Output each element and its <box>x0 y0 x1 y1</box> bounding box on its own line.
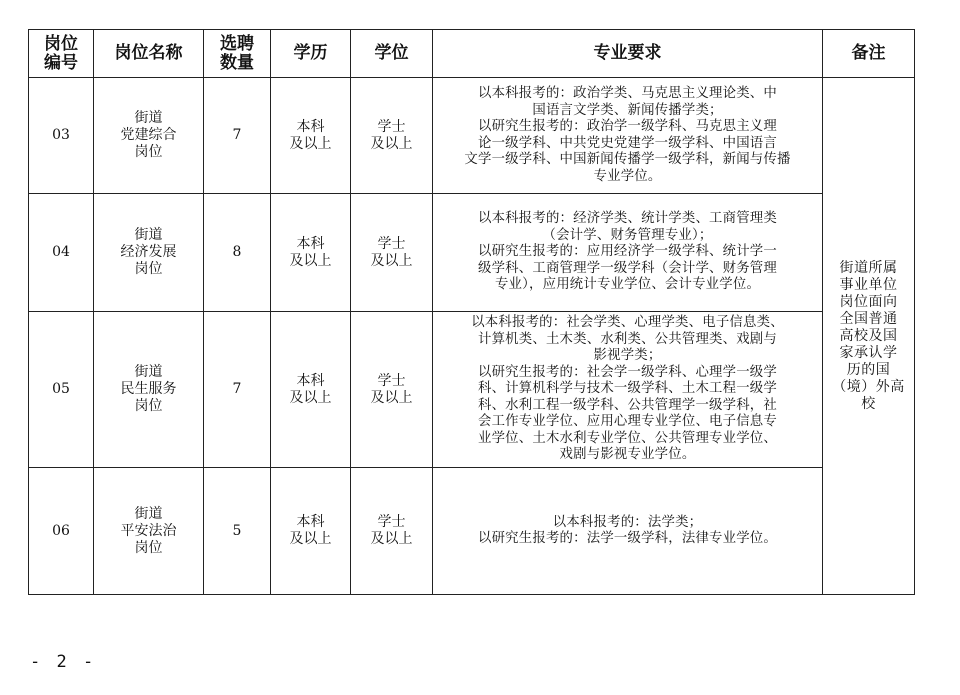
degree-cell: 学士 及以上 <box>351 468 433 595</box>
job-positions-table <box>28 29 915 595</box>
education-cell: 本科 及以上 <box>271 468 351 595</box>
page-number: - 2 - <box>30 652 97 672</box>
post-name-cell: 街道 平安法治 岗位 <box>94 468 204 595</box>
requirements-cell: 以本科报考的：政治学类、马克思主义理论类、中 国语言文学类、新闻传播学类； 以研究生报考的：政治学一级学科、马克思主义理 论一级学科、中共党史党建学一级学科、中国语言 文学一级学科、中国新闻传播学一级学科，新闻与传播 专业学位。 <box>433 78 823 194</box>
education-cell: 本科 及以上 <box>271 194 351 312</box>
header-notes: 备注 <box>823 30 915 78</box>
header-requirements: 专业要求 <box>433 30 823 78</box>
table-row <box>29 312 915 468</box>
header-count: 选聘 数量 <box>204 30 271 78</box>
count-cell: 5 <box>204 468 271 595</box>
requirements-cell: 以本科报考的：社会学类、心理学类、电子信息类、 计算机类、土木类、水利类、公共管理类、戏剧与 影视学类； 以研究生报考的：社会学一级学科、心理学一级学 科、计算机科学与技术一级学科、土木工程一级学 科、水利工程一级学科、公共管理学一级学科，社 会工作专业学位、应用心理专业学位、电子信息专 业学位、土木水利专业学位、公共管理专业学位、 戏剧与影视专业学位。 <box>433 312 823 468</box>
count-cell: 8 <box>204 194 271 312</box>
header-post-code: 岗位 编号 <box>29 30 94 78</box>
education-cell: 本科 及以上 <box>271 312 351 468</box>
table-row <box>29 194 915 312</box>
post-name-cell: 街道 民生服务 岗位 <box>94 312 204 468</box>
header-degree: 学位 <box>351 30 433 78</box>
education-cell: 本科 及以上 <box>271 78 351 194</box>
post-name-cell: 街道 经济发展 岗位 <box>94 194 204 312</box>
table-header-row <box>29 30 915 78</box>
header-post-name: 岗位名称 <box>94 30 204 78</box>
table-row <box>29 78 915 194</box>
post-name-cell: 街道 党建综合 岗位 <box>94 78 204 194</box>
degree-cell: 学士 及以上 <box>351 194 433 312</box>
requirements-cell: 以本科报考的：法学类； 以研究生报考的：法学一级学科，法律专业学位。 <box>433 468 823 595</box>
post-code-cell: 04 <box>29 194 94 312</box>
table-row <box>29 468 915 595</box>
header-education: 学历 <box>271 30 351 78</box>
degree-cell: 学士 及以上 <box>351 78 433 194</box>
post-code-cell: 05 <box>29 312 94 468</box>
post-code-cell: 06 <box>29 468 94 595</box>
count-cell: 7 <box>204 78 271 194</box>
notes-cell: 街道所属 事业单位 岗位面向 全国普通 高校及国 家承认学 历的国 （境）外高 校 <box>823 78 915 595</box>
requirements-cell: 以本科报考的：经济学类、统计学类、工商管理类 （会计学、财务管理专业）； 以研究生报考的：应用经济学一级学科、统计学一 级学科、工商管理学一级学科（会计学、财务管理 专业），应用统计专业学位、会计专业学位。 <box>433 194 823 312</box>
degree-cell: 学士 及以上 <box>351 312 433 468</box>
count-cell: 7 <box>204 312 271 468</box>
post-code-cell: 03 <box>29 78 94 194</box>
